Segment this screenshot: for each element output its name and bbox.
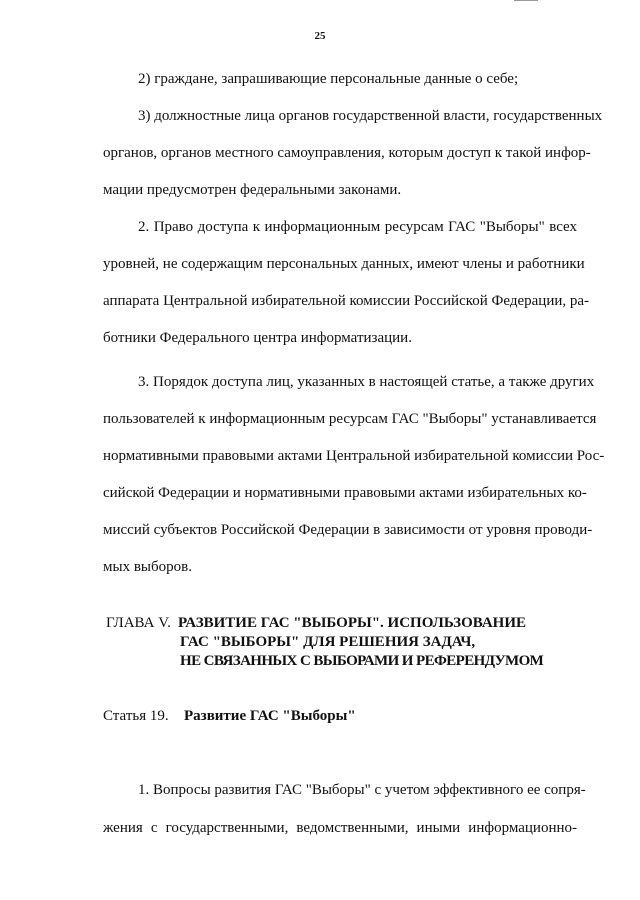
chapter-title-line: РАЗВИТИЕ ГАС "ВЫБОРЫ". ИСПОЛЬЗОВАНИЕ — [178, 615, 526, 631]
text-line: мых выборов. — [103, 559, 192, 575]
article-title: Развитие ГАС "Выборы" — [184, 708, 356, 724]
chapter-prefix: ГЛАВА V. — [106, 615, 171, 631]
text-line: сийской Федерации и нормативными правовыми актами избирательных ко- — [103, 485, 587, 501]
article-label: Статья 19. — [103, 708, 169, 724]
chapter-title-line: ГАС "ВЫБОРЫ" ДЛЯ РЕШЕНИЯ ЗАДАЧ, — [180, 634, 476, 650]
text-line: аппарата Центральной избирательной комиссии Российской Федерации, ра- — [103, 293, 590, 309]
text-line: мации предусмотрен федеральными законами. — [103, 182, 402, 198]
text-line: органов, органов местного самоуправления, которым доступ к такой инфор- — [103, 145, 591, 161]
text-line: уровней, не содержащим персональных данных, имеют члены и работники — [103, 256, 585, 272]
chapter-title-line: НЕ СВЯЗАННЫХ С ВЫБОРАМИ И РЕФЕРЕНДУМОМ — [180, 653, 544, 669]
text-line: 2) граждане, запрашивающие персональные данные о себе; — [138, 71, 519, 87]
text-line: пользователей к информационным ресурсам ГАС "Выборы" устанавливается — [103, 411, 597, 427]
text-line: 1. Вопросы развития ГАС "Выборы" с учетом эффективного ее сопря- — [138, 782, 586, 798]
text-line: 3. Порядок доступа лиц, указанных в настоящей статье, а также других — [138, 374, 595, 390]
page-number: 25 — [314, 30, 326, 42]
text-line: миссий субъектов Российской Федерации в зависимости от уровня проводи- — [103, 522, 593, 538]
text-line: нормативными правовыми актами Центральной избирательной комиссии Рос- — [103, 448, 605, 464]
text-line: ботники Федерального центра информатизации. — [103, 330, 412, 346]
text-line: жения с государственными, ведомственными, иными информационно- — [103, 820, 577, 836]
text-line: 2. Право доступа к информационным ресурсам ГАС "Выборы" всех — [138, 219, 577, 235]
text-line: 3) должностные лица органов государственной власти, государственных — [138, 108, 603, 124]
top-rule — [514, 0, 538, 1]
